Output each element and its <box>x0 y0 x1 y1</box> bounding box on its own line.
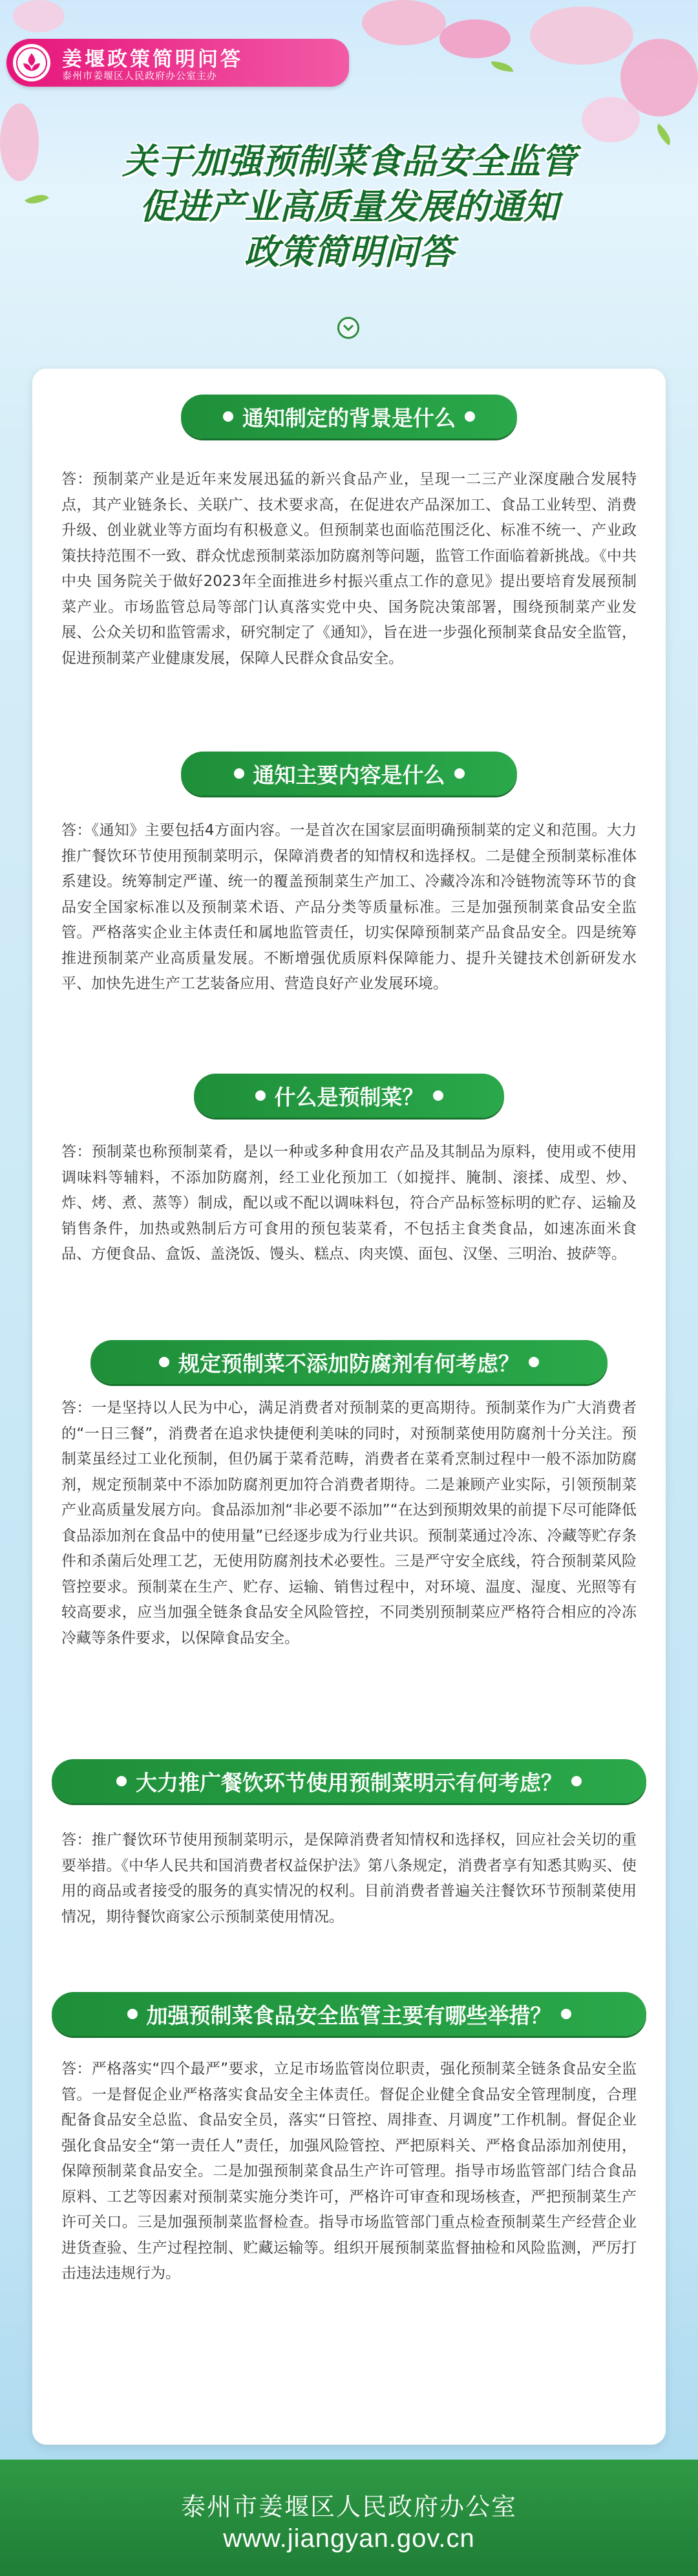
section-heading-text: 规定预制菜不添加防腐剂有何考虑？ <box>178 1350 520 1376</box>
policy-qa-badge <box>6 39 349 87</box>
title-line: 关于加强预制菜食品安全监管 <box>122 141 576 182</box>
section-heading-text: 加强预制菜食品安全监管主要有哪些举措？ <box>146 2002 552 2028</box>
section-heading <box>194 1074 504 1118</box>
section-heading-text: 通知制定的背景是什么 <box>242 405 456 431</box>
section-body: 答：一是坚持以人民为中心，满足消费者对预制菜的更高期待。预制菜作为广大消费者的“一日三餐”，消费者在追求快捷便利美味的同时，对预制菜使用防腐剂十分关注。预制菜虽经过工业化预制，但仍属于菜肴范畴，消费者在菜肴烹制过程中一般不添加防腐剂，规定预制菜中不添加防腐剂更加符合消费者期待。二是兼顾产业实际，引领预制菜产业高质量发展方向。食品添加剂“非必要不添加”“在达到预期效果的前提下尽可能降低食品添加剂在食品中的使用量”已经逐步成为行业共识。预制菜通过冷冻、冷藏等贮存条件和杀菌后处理工艺，无使用防腐剂技术必要性。三是严守安全底线，符合预制菜风险管控要求。预制菜在生产、贮存、运输、销售过程中，对环境、温度、湿度、光照等有较高要求，应当加强全链条食品安全风险管控，不同类别预制菜应严格符合相应的冷冻冷藏等条件要求，以保障食品安全。 <box>61 1400 637 1647</box>
section-heading-text: 大力推广餐饮环节使用预制菜明示有何考虑？ <box>136 1770 562 1795</box>
bullet-dot-icon <box>159 1357 169 1367</box>
section-body: 答：严格落实“四个最严”要求，立足市场监管岗位职责，强化预制菜全链条食品安全监管。一是督促企业严格落实食品安全主体责任。督促企业健全食品安全管理制度，合理配备食品安全总监、食品安全员，落实“日管控、周排查、月调度”工作机制。督促企业强化食品安全“第一责任人”责任，加强风险管控、严把原料关、严格食品添加剂使用，保障预制菜食品安全。二是加强预制菜食品生产许可管理。指导市场监管部门结合食品原料、工艺等因素对预制菜实施分类许可，严格许可审查和现场核查，严把预制菜生产许可关口。三是加强预制菜监督检查。指导市场监管部门重点检查预制菜生产经营企业进货查验、生产过程控制、贮藏运输等。组织开展预制菜监督抽检和风险监测，严厉打击违法违规行为。 <box>61 2061 637 2282</box>
section-body: 答：预制菜产业是近年来发展迅猛的新兴食品产业，呈现一二三产业深度融合发展特点，其产业链条长、关联广、技术要求高，在促进农产品深加工、食品工业转型、消费升级、创业就业等方面均有积极意义。但预制菜也面临范围泛化、标准不统一、产业政策扶持范围不一致、群众忧虑预制菜添加防腐剂等问题，监管工作面临着新挑战。《中共中央 国务院关于做好2023年全面推进乡村振兴重点工作的意见》提出要培育发展预制菜产业。市场监管总局等部门认真落实党中央、国务院决策部署，围绕预制菜产业发展、公众关切和监管需求，研究制定了《通知》，旨在进一步强化预制菜食品安全监管，促进预制菜产业健康发展，保障人民群众食品安全。 <box>61 471 637 667</box>
bullet-dot-icon <box>433 1090 443 1101</box>
bullet-dot-icon <box>561 2009 571 2019</box>
section-heading <box>181 752 517 796</box>
bullet-dot-icon <box>571 1776 582 1786</box>
bullet-dot-icon <box>255 1090 266 1101</box>
bullet-dot-icon <box>223 411 233 422</box>
section-body: 答：预制菜也称预制菜肴，是以一种或多种食用农产品及其制品为原料，使用或不使用调味料等辅料，不添加防腐剂，经工业化预加工（如搅拌、腌制、滚揉、成型、炒、炸、烤、煮、蒸等）制成，配以或不配以调味料包，符合产品标签标明的贮存、运输及销售条件，加热或熟制后方可食用的预包装菜肴，不包括主食类食品，如速冻面米食品、方便食品、盒饭、盖浇饭、馒头、糕点、肉夹馍、面包、汉堡、三明治、披萨等。 <box>61 1143 637 1262</box>
badge-subtitle: 泰州市姜堰区人民政府办公室主办 <box>62 70 218 81</box>
title-line: 促进产业高质量发展的通知 <box>140 186 558 227</box>
section-heading <box>52 1759 646 1803</box>
bullet-dot-icon <box>234 768 244 779</box>
bullet-dot-icon <box>127 2009 138 2019</box>
page-title <box>0 139 698 275</box>
title-line: 政策简明问答 <box>244 232 454 272</box>
bullet-dot-icon <box>116 1776 127 1786</box>
section-heading-text: 通知主要内容是什么 <box>253 762 445 788</box>
section-heading-text: 什么是预制菜？ <box>274 1084 424 1110</box>
section-body: 答：推广餐饮环节使用预制菜明示，是保障消费者知情权和选择权，回应社会关切的重要举措。《中华人民共和国消费者权益保护法》第八条规定，消费者享有知悉其购买、使用的商品或者接受的服务的真实情况的权利。目前消费者普遍关注餐饮环节预制菜使用情况，期待餐饮商家公示预制菜使用情况。 <box>61 1832 637 1925</box>
badge-title: 姜堰政策简明问答 <box>62 48 243 71</box>
section-heading <box>90 1340 608 1384</box>
bullet-dot-icon <box>465 411 475 422</box>
section-body: 答：《通知》主要包括4方面内容。一是首次在国家层面明确预制菜的定义和范围。大力推广餐饮环节使用预制菜明示，保障消费者的知情权和选择权。二是健全预制菜标准体系建设。统筹制定严谨、统一的覆盖预制菜生产加工、冷藏冷冻和冷链物流等环节的食品安全国家标准以及预制菜术语、产品分类等质量标准。三是加强预制菜食品安全监管。严格落实企业主体责任和属地监管责任，切实保障预制菜产品食品安全。四是统筹推进预制菜产业高质量发展。不断增强优质原料保障能力、提升关键技术创新研发水平、加快先进生产工艺装备应用、营造良好产业发展环境。 <box>61 822 637 992</box>
bullet-dot-icon <box>529 1357 539 1367</box>
chevron-down-icon <box>337 317 359 339</box>
footer <box>0 2460 698 2576</box>
footer-url-link[interactable]: www.jiangyan.gov.cn <box>223 2524 475 2553</box>
bullet-dot-icon <box>454 768 465 779</box>
section-heading <box>181 395 517 438</box>
flower-logo-icon <box>13 44 50 81</box>
footer-org: 泰州市姜堰区人民政府办公室 <box>180 2493 517 2521</box>
section-heading <box>52 1992 646 2036</box>
